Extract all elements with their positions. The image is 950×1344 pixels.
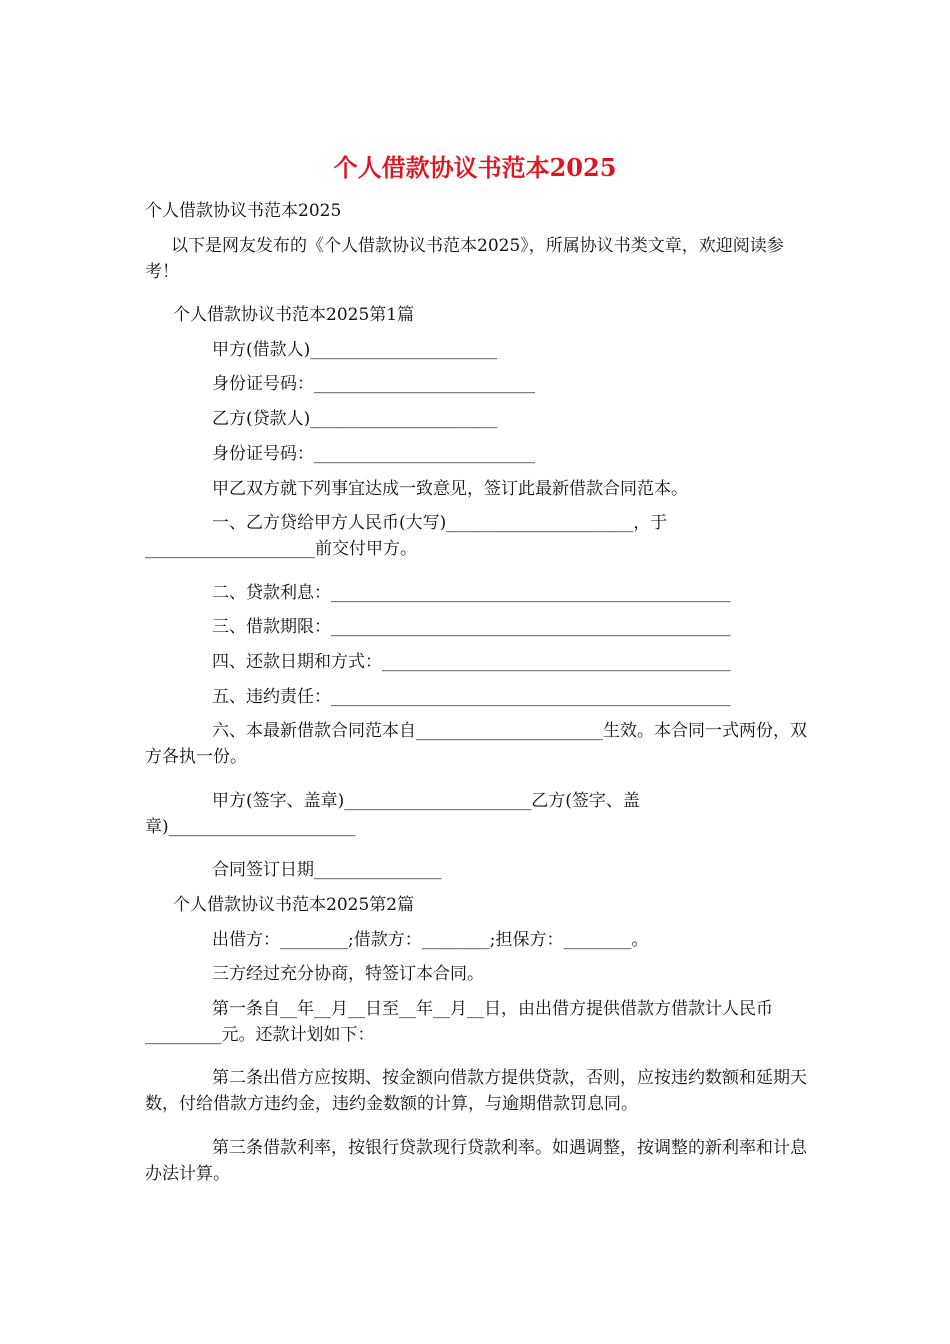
clause-6: 六、本最新借款合同范本自______________________生效。本合同一式两份，双方各执一份。: [145, 721, 807, 768]
document-title: 个人借款协议书范本2025: [333, 153, 617, 182]
sign-date-line: 合同签订日期_______________: [212, 860, 442, 881]
parties-line: 出借方：________;借款方：________;担保方：________。: [212, 929, 649, 950]
section-heading-2: 个人借款协议书范本2025第2篇: [173, 894, 415, 915]
negotiation-line: 三方经过充分协商，特签订本合同。: [212, 964, 484, 985]
subtitle-line: 个人借款协议书范本2025: [145, 201, 342, 221]
clause-4: 四、还款日期和方式：_________________________________________: [212, 651, 731, 672]
intro-paragraph: 以下是网友发布的《个人借款协议书范本2025》，所属协议书类文章，欢迎阅读参考！: [145, 235, 784, 282]
document-body: [145, 198, 807, 1204]
clause-5: 五、违约责任：_______________________________________________: [212, 686, 731, 707]
article-2: 第二条出借方应按期、按金额向借款方提供贷款，否则，应按违约数额和延期天数，付给借款方违约金，违约金数额的计算，与逾期借款罚息同。: [145, 1068, 807, 1115]
party-b-id-line: 身份证号码：__________________________: [212, 443, 535, 464]
party-a-id-line: 身份证号码：__________________________: [212, 374, 535, 395]
agreement-line: 甲乙双方就下列事宜达成一致意见，签订此最新借款合同范本。: [212, 478, 688, 499]
signature-line: 甲方(签字、盖章)______________________乙方(签字、盖章)______________________: [145, 790, 640, 837]
clause-3: 三、借款期限：_______________________________________________: [212, 617, 731, 638]
article-3: 第三条借款利率，按银行贷款现行贷款利率。如遇调整，按调整的新利率和计息办法计算。: [145, 1137, 807, 1184]
party-b-line: 乙方(贷款人)______________________: [212, 409, 498, 430]
section-heading-1: 个人借款协议书范本2025第1篇: [173, 305, 415, 326]
party-a-line: 甲方(借款人)______________________: [212, 339, 498, 360]
clause-2: 二、贷款利息：_______________________________________________: [212, 582, 731, 603]
clause-1: 一、乙方贷给甲方人民币(大写)______________________，于____________________前交付甲方。: [145, 513, 668, 560]
article-1: 第一条自__年__月__日至__年__月__日，由出借方提供借款方借款计人民币_________元。还款计划如下：: [145, 998, 773, 1045]
